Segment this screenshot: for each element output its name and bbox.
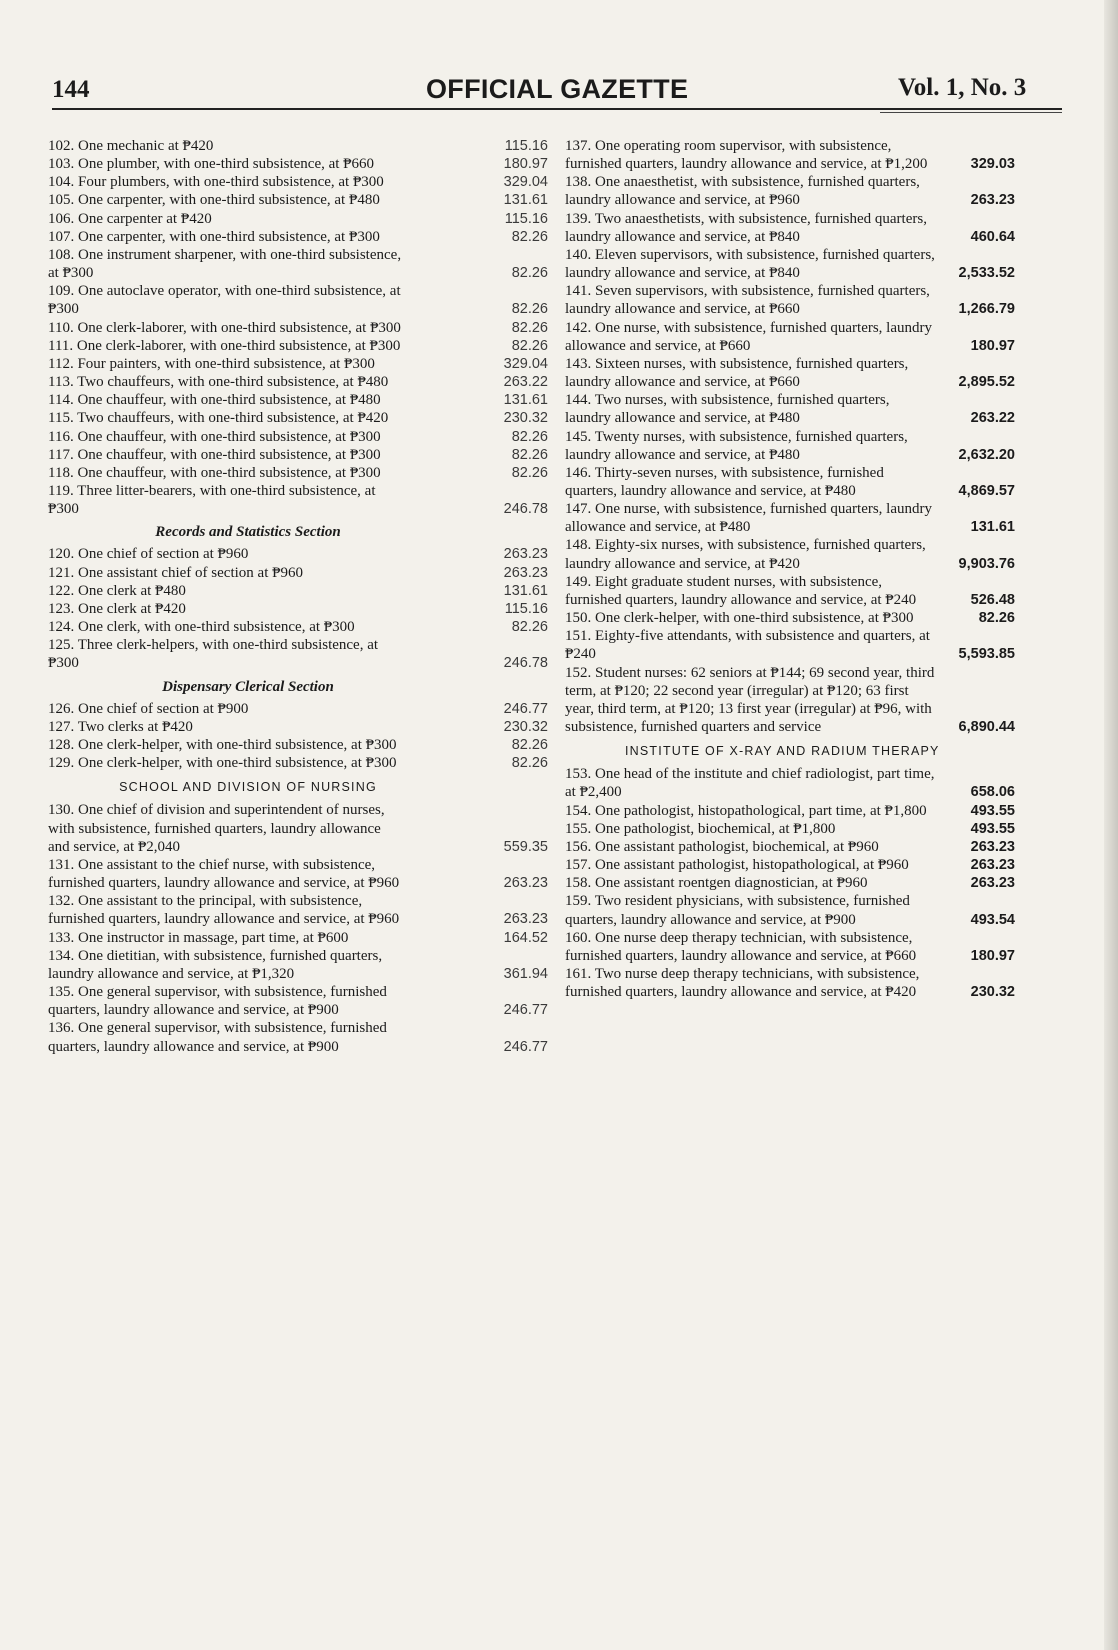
appropriation-item [565, 765, 1015, 801]
item-description: 128. One clerk-helper, with one-third subsistence, at ₱300 [48, 737, 397, 753]
appropriation-item [565, 664, 1015, 737]
item-description: 130. One chief of division and superintendent of nurses, with subsistence, furnished quarters, laundry allowance and service, at ₱2,040 [48, 802, 385, 855]
item-description: 135. One general supervisor, with subsistence, furnished quarters, laundry allowance and service, at ₱900 [48, 984, 387, 1019]
item-amount: 246.77 [503, 1002, 548, 1019]
item-description: 158. One assistant roentgen diagnostician, at ₱960 [565, 875, 868, 892]
item-description: 134. One dietitian, with subsistence, furnished quarters, laundry allowance and service, at ₱1,320 [48, 947, 383, 982]
item-description: 131. One assistant to the chief nurse, with subsistence, furnished quarters, laundry allowance and service, at ₱960 [48, 856, 400, 892]
item-description: 123. One clerk at ₱420 [48, 600, 186, 617]
item-description: 161. Two nurse deep therapy technicians, with subsistence, furnished quarters, laundry allowance and service, at ₱420 [565, 966, 920, 1001]
appropriation-item [48, 464, 548, 482]
appropriation-item [565, 210, 1015, 246]
appropriation-item [48, 446, 548, 464]
appropriation-item [565, 282, 1015, 318]
item-amount: 246.77 [503, 700, 548, 717]
item-description: 119. Three litter-bearers, with one-third subsistence, at ₱300 [48, 482, 376, 518]
item-amount: 9,903.76 [958, 555, 1015, 572]
item-description: 117. One chauffeur, with one-third subsistence, at ₱300 [48, 446, 381, 463]
appropriation-item [48, 983, 548, 1019]
item-amount: 1,266.79 [958, 301, 1015, 318]
division-heading: SCHOOL AND DIVISION OF NURSING [119, 780, 377, 795]
item-amount: 230.32 [503, 410, 548, 427]
item-amount: 230.32 [970, 984, 1015, 1001]
appropriation-item [48, 582, 548, 600]
item-description: 108. One instrument sharpener, with one-third subsistence, at ₱300 [48, 246, 402, 282]
item-description: 144. Two nurses, with subsistence, furnished quarters, laundry allowance and service, at ₱480 [565, 392, 890, 427]
item-description: 106. One carpenter at ₱420 [48, 210, 212, 227]
item-description: 109. One autoclave operator, with one-third subsistence, at ₱300 [48, 283, 401, 318]
item-description: 132. One assistant to the principal, with subsistence, furnished quarters, laundry allowance and service, at ₱960 [48, 893, 400, 928]
appropriation-item [48, 155, 548, 173]
appropriation-item [48, 929, 548, 947]
appropriation-item [48, 564, 548, 582]
item-amount: 2,632.20 [958, 446, 1015, 463]
appropriation-item [565, 892, 1015, 928]
item-description: 114. One chauffeur, with one-third subsistence, at ₱480 [48, 392, 381, 409]
appropriation-item [48, 482, 548, 518]
item-amount: 82.26 [511, 301, 548, 318]
appropriation-item [48, 718, 548, 736]
item-description: 120. One chief of section at ₱960 [48, 546, 249, 563]
page-edge [1104, 0, 1118, 1650]
appropriation-item [48, 636, 548, 672]
item-amount: 493.55 [970, 802, 1015, 819]
item-description: 113. Two chauffeurs, with one-third subsistence, at ₱480 [48, 374, 389, 391]
item-amount: 460.64 [970, 228, 1015, 245]
item-description: 142. One nurse, with subsistence, furnished quarters, laundry allowance and service, at ₱660 [565, 319, 933, 354]
appropriation-item [48, 618, 548, 636]
appropriation-item [565, 355, 1015, 391]
appropriation-item [565, 856, 1015, 874]
item-amount: 559.35 [503, 838, 548, 855]
item-description: 110. One clerk-laborer, with one-third subsistence, at ₱300 [48, 319, 401, 336]
section-heading: Records and Statistics Section [155, 524, 341, 541]
item-description: 112. Four painters, with one-third subsistence, at ₱300 [48, 355, 375, 372]
item-amount: 131.61 [503, 392, 548, 409]
item-description: 118. One chauffeur, with one-third subsistence, at ₱300 [48, 464, 381, 481]
volume-label: Vol. 1, No. 3 [898, 74, 1027, 101]
item-amount: 131.61 [503, 192, 548, 209]
appropriation-item [565, 573, 1015, 609]
item-description: 139. Two anaesthetists, with subsistence, furnished quarters, laundry allowance and service, at ₱840 [565, 210, 927, 245]
appropriation-item [48, 355, 548, 373]
item-description: 122. One clerk at ₱480 [48, 582, 186, 599]
item-description: 143. Sixteen nurses, with subsistence, furnished quarters, laundry allowance and service, at ₱660 [565, 355, 909, 391]
appropriation-item [48, 754, 548, 772]
item-amount: 6,890.44 [958, 719, 1015, 735]
item-description: 151. Eighty-five attendants, with subsistence and quarters, at ₱240 [565, 628, 930, 663]
appropriation-item [48, 319, 548, 337]
item-description: 147. One nurse, with subsistence, furnished quarters, laundry allowance and service, at ₱480 [565, 501, 933, 536]
item-amount: 361.94 [503, 965, 548, 982]
item-amount: 82.26 [511, 446, 548, 463]
item-amount: 493.55 [970, 820, 1015, 837]
item-description: 121. One assistant chief of section at ₱960 [48, 564, 303, 581]
item-amount: 82.26 [511, 428, 548, 445]
appropriation-item [48, 210, 548, 228]
item-description: 157. One assistant pathologist, histopathological, at ₱960 [565, 857, 909, 874]
item-amount: 263.23 [970, 838, 1015, 855]
item-description: 102. One mechanic at ₱420 [48, 138, 214, 154]
item-amount: 115.16 [504, 138, 548, 154]
item-amount: 263.22 [503, 374, 548, 391]
appropriation-item [48, 736, 548, 754]
item-description: 126. One chief of section at ₱900 [48, 700, 249, 717]
item-description: 150. One clerk-helper, with one-third subsistence, at ₱300 [565, 610, 914, 627]
item-amount: 246.77 [503, 1038, 548, 1055]
item-description: 159. Two resident physicians, with subsistence, furnished quarters, laundry allowance and service, at ₱900 [565, 893, 910, 928]
item-description: 138. One anaesthetist, with subsistence, furnished quarters, laundry allowance and service, at ₱960 [565, 174, 920, 209]
item-amount: 82.26 [511, 755, 548, 772]
appropriation-item [48, 191, 548, 209]
item-amount: 131.61 [970, 519, 1015, 536]
appropriation-item [48, 137, 548, 155]
item-amount: 180.97 [970, 337, 1015, 354]
appropriation-item [48, 337, 548, 355]
item-description: 152. Student nurses: 62 seniors at ₱144; 69 second year, third term, at ₱120; 22 second year (irregular) at ₱120; 63 first year, third term, at ₱120; 13 first year (irregular) at ₱96, with subsistence, furnished quarters and service [565, 664, 935, 735]
item-amount: 4,869.57 [958, 482, 1015, 499]
right-column [565, 137, 1015, 1001]
item-amount: 263.23 [970, 192, 1015, 209]
item-description: 133. One instructor in massage, part time, at ₱600 [48, 929, 349, 946]
appropriation-item [565, 319, 1015, 355]
section-heading: Dispensary Clerical Section [162, 678, 334, 695]
item-amount: 82.26 [511, 228, 548, 245]
item-description: 115. Two chauffeurs, with one-third subsistence, at ₱420 [48, 410, 389, 427]
item-description: 103. One plumber, with one-third subsistence, at ₱660 [48, 156, 375, 173]
appropriation-item [48, 282, 548, 318]
item-description: 125. Three clerk-helpers, with one-third subsistence, at ₱300 [48, 637, 379, 672]
appropriation-item [565, 609, 1015, 627]
appropriation-item [48, 856, 548, 892]
item-amount: 246.78 [503, 655, 548, 672]
appropriation-item [565, 838, 1015, 856]
item-amount: 263.23 [970, 857, 1015, 874]
appropriation-item [565, 820, 1015, 838]
item-amount: 131.61 [503, 582, 548, 599]
item-description: 160. One nurse deep therapy technician, with subsistence, furnished quarters, laundry allowance and service, at ₱660 [565, 929, 917, 964]
item-description: 111. One clerk-laborer, with one-third subsistence, at ₱300 [48, 337, 401, 354]
item-amount: 263.22 [970, 410, 1015, 427]
appropriation-item [48, 373, 548, 391]
item-description: 127. Two clerks at ₱420 [48, 718, 193, 735]
item-amount: 115.16 [504, 210, 548, 227]
appropriation-item [565, 802, 1015, 820]
item-amount: 230.32 [503, 718, 548, 735]
item-amount: 2,895.52 [958, 374, 1015, 391]
appropriation-item [565, 929, 1015, 965]
appropriation-item [48, 1019, 548, 1055]
item-amount: 82.26 [511, 337, 548, 354]
item-amount: 263.23 [503, 911, 548, 928]
item-description: 136. One general supervisor, with subsistence, furnished quarters, laundry allowance and service, at ₱900 [48, 1020, 387, 1055]
item-amount: 82.26 [511, 619, 548, 636]
left-column [48, 137, 548, 1056]
appropriation-item [565, 391, 1015, 427]
item-amount: 526.48 [970, 591, 1015, 608]
item-description: 148. Eighty-six nurses, with subsistence, furnished quarters, laundry allowance and service, at ₱420 [565, 537, 926, 572]
item-amount: 246.78 [503, 501, 548, 518]
item-amount: 82.26 [978, 610, 1015, 627]
item-amount: 329.03 [970, 156, 1015, 173]
item-amount: 115.16 [504, 600, 548, 617]
item-description: 137. One operating room supervisor, with subsistence, furnished quarters, laundry allowance and service, at ₱1,200 [565, 138, 928, 173]
appropriation-item [565, 627, 1015, 663]
page-number: 144 [52, 76, 90, 103]
division-heading: INSTITUTE OF X-RAY AND RADIUM THERAPY [625, 744, 940, 759]
item-amount: 263.23 [970, 875, 1015, 892]
appropriation-item [48, 801, 548, 855]
appropriation-item [565, 246, 1015, 282]
appropriation-item [565, 173, 1015, 209]
appropriation-item [48, 947, 548, 983]
item-description: 146. Thirty-seven nurses, with subsistence, furnished quarters, laundry allowance and service, at ₱480 [565, 464, 884, 499]
item-description: 124. One clerk, with one-third subsistence, at ₱300 [48, 619, 355, 636]
item-amount: 164.52 [503, 929, 548, 946]
header-rule [52, 108, 1062, 110]
item-amount: 658.06 [970, 784, 1015, 801]
item-amount: 82.26 [511, 319, 548, 336]
item-description: 154. One pathologist, histopathological, part time, at ₱1,800 [565, 802, 927, 819]
appropriation-item [565, 464, 1015, 500]
item-description: 104. Four plumbers, with one-third subsistence, at ₱300 [48, 174, 384, 191]
appropriation-item [48, 391, 548, 409]
publication-title: OFFICIAL GAZETTE [426, 74, 689, 104]
item-description: 116. One chauffeur, with one-third subsistence, at ₱300 [48, 428, 381, 445]
item-amount: 263.23 [503, 546, 548, 563]
item-amount: 82.26 [511, 737, 548, 753]
item-amount: 2,533.52 [958, 265, 1015, 282]
appropriation-item [48, 409, 548, 427]
appropriation-item [565, 500, 1015, 536]
item-description: 105. One carpenter, with one-third subsistence, at ₱480 [48, 192, 380, 209]
appropriation-item [48, 600, 548, 618]
appropriation-item [48, 700, 548, 718]
appropriation-item [48, 228, 548, 246]
appropriation-item [565, 428, 1015, 464]
appropriation-item [48, 545, 548, 563]
appropriation-item [48, 173, 548, 191]
item-amount: 180.97 [503, 156, 548, 173]
appropriation-item [48, 892, 548, 928]
header-rule-short [880, 112, 1062, 113]
appropriation-item [565, 137, 1015, 173]
item-description: 153. One head of the institute and chief radiologist, part time, at ₱2,400 [565, 766, 935, 801]
item-amount: 263.23 [503, 564, 548, 581]
item-description: 141. Seven supervisors, with subsistence, furnished quarters, laundry allowance and service, at ₱660 [565, 283, 930, 318]
item-amount: 493.54 [970, 911, 1015, 928]
item-description: 129. One clerk-helper, with one-third subsistence, at ₱300 [48, 755, 397, 772]
item-amount: 329.04 [503, 355, 548, 372]
item-amount: 263.23 [503, 875, 548, 892]
item-amount: 5,593.85 [958, 646, 1015, 663]
item-amount: 82.26 [511, 265, 548, 282]
item-description: 155. One pathologist, biochemical, at ₱1,800 [565, 820, 836, 837]
page-header [0, 70, 1118, 110]
appropriation-item [48, 246, 548, 282]
item-description: 107. One carpenter, with one-third subsistence, at ₱300 [48, 228, 380, 245]
item-description: 140. Eleven supervisors, with subsistence, furnished quarters, laundry allowance and service, at ₱840 [565, 246, 935, 282]
item-amount: 82.26 [511, 464, 548, 481]
appropriation-item [565, 965, 1015, 1001]
appropriation-item [565, 874, 1015, 892]
item-amount: 329.04 [503, 174, 548, 191]
item-amount: 180.97 [970, 947, 1015, 964]
item-description: 156. One assistant pathologist, biochemical, at ₱960 [565, 838, 879, 855]
appropriation-item [565, 536, 1015, 572]
item-description: 149. Eight graduate student nurses, with subsistence, furnished quarters, laundry allowance and service, at ₱240 [565, 573, 917, 608]
appropriation-item [48, 428, 548, 446]
item-description: 145. Twenty nurses, with subsistence, furnished quarters, laundry allowance and service, at ₱480 [565, 428, 908, 463]
